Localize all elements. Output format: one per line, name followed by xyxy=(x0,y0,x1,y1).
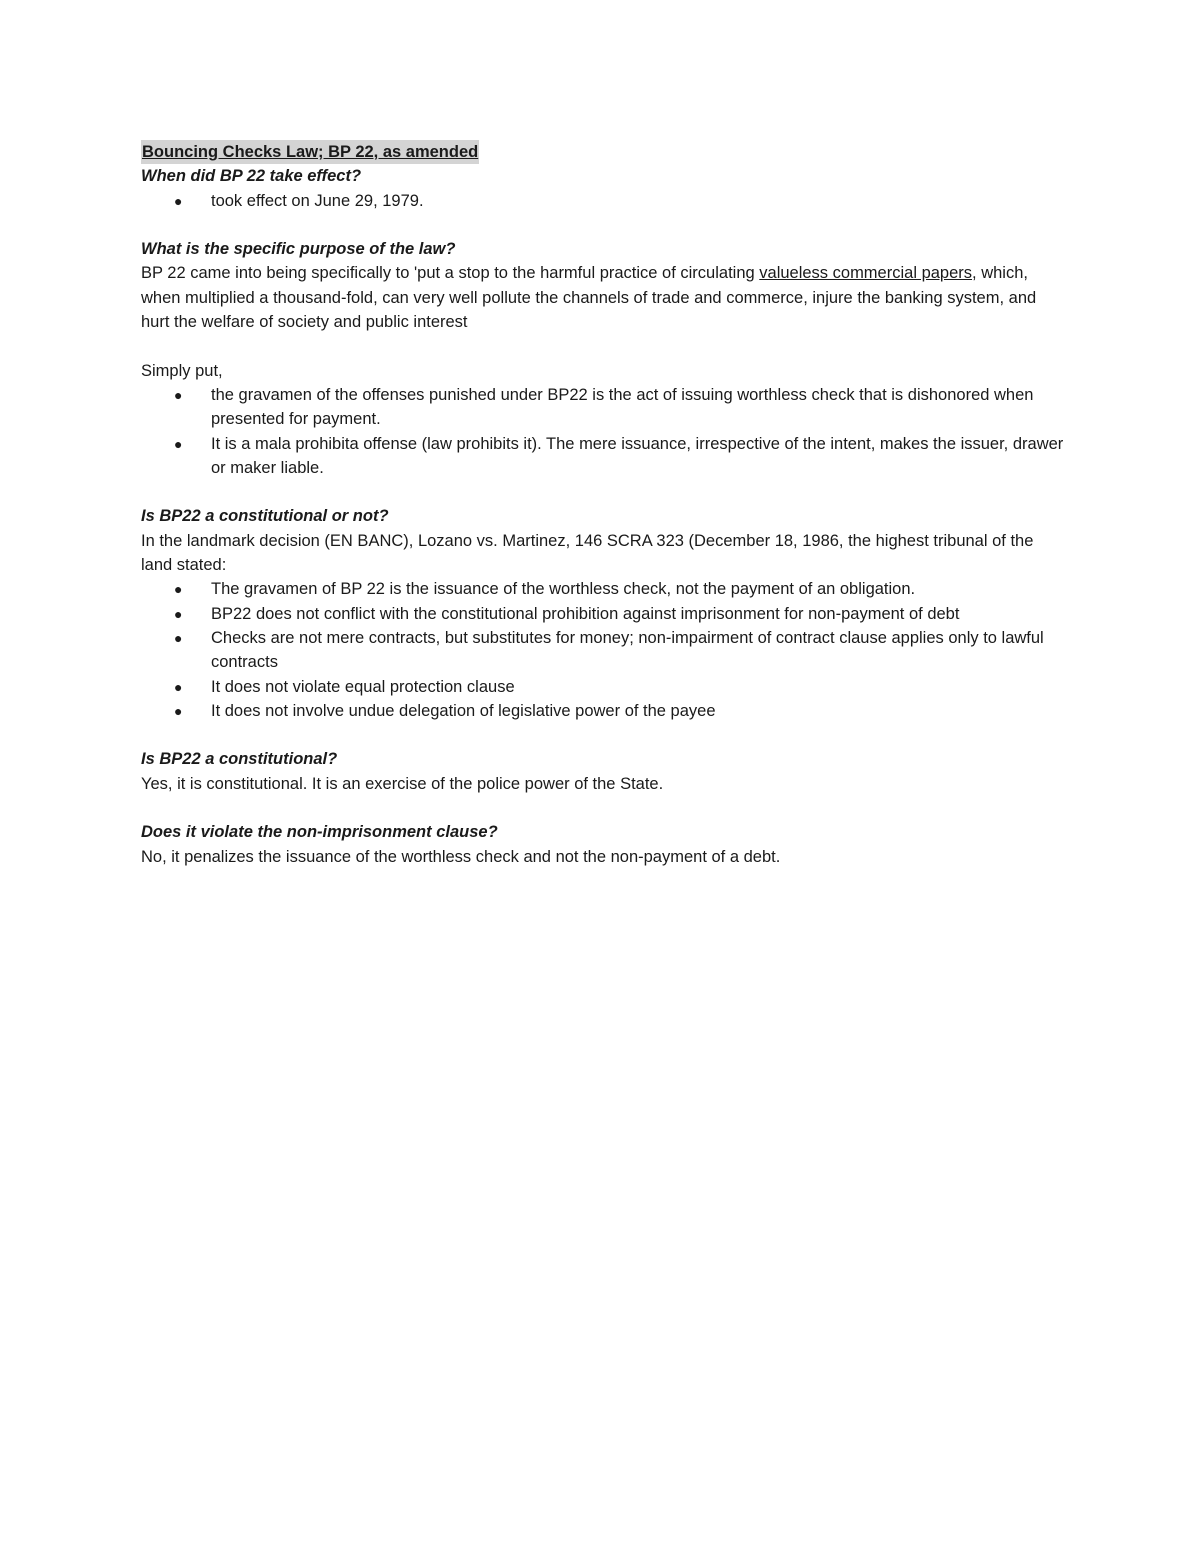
list-item-text: the gravamen of the offenses punished under BP22 is the act of issuing worthless check that is dishonored when presented for payment. xyxy=(211,385,1034,429)
non-imprisonment-answer: No, it penalizes the issuance of the worthless check and not the non-payment of a debt. xyxy=(141,847,781,866)
bullet-icon: ● xyxy=(174,386,183,403)
list-item xyxy=(141,577,1066,601)
list-item xyxy=(141,626,1066,675)
simply-put-intro: Simply put, xyxy=(141,361,223,380)
document-title: Bouncing Checks Law; BP 22, as amended xyxy=(141,140,479,164)
list-item xyxy=(141,699,1066,723)
purpose-paragraph xyxy=(141,261,1066,334)
document-page xyxy=(141,140,1066,869)
list-item xyxy=(141,432,1066,481)
constitutional-answer: Yes, it is constitutional. It is an exercise of the police power of the State. xyxy=(141,774,664,793)
list-item-text: Checks are not mere contracts, but substitutes for money; non-impairment of contract clause applies only to lawful contracts xyxy=(211,628,1044,672)
list-item-text: It is a mala prohibita offense (law prohibits it). The mere issuance, irrespective of the intent, makes the issuer, drawer or maker liable. xyxy=(211,434,1064,477)
spacer xyxy=(141,796,1066,820)
bullet-icon: ● xyxy=(174,702,183,719)
list-item xyxy=(141,675,1066,699)
bullet-icon: ● xyxy=(174,435,183,452)
question-constitutional-or-not: Is BP22 a constitutional or not? xyxy=(141,507,389,526)
valueless-papers-underlined: valueless commercial papers xyxy=(759,264,973,283)
spacer xyxy=(141,334,1066,358)
list-item xyxy=(141,189,1066,213)
purpose-text-end: , which, when multiplied a thousand-fold, can very well pollute the channels of trade and commerce, injure the banking system, and hurt the welfare of society and public interest xyxy=(141,264,1037,332)
spacer xyxy=(141,723,1066,747)
question-when-effective: When did BP 22 take effect? xyxy=(141,167,362,186)
bullet-icon: ● xyxy=(174,629,183,646)
question-purpose: What is the specific purpose of the law? xyxy=(141,240,456,259)
list-item-text: The gravamen of BP 22 is the issuance of the worthless check, not the payment of an obligation. xyxy=(211,580,916,599)
list-item-text: It does not involve undue delegation of legislative power of the payee xyxy=(211,701,716,720)
spacer xyxy=(141,480,1066,504)
list-item-text: BP22 does not conflict with the constitutional prohibition against imprisonment for non-payment of debt xyxy=(211,604,960,623)
purpose-text-start: BP 22 came into being specifically to 'put a stop to the harmful practice of circulating xyxy=(141,264,760,283)
spacer xyxy=(141,213,1066,237)
bullet-icon: ● xyxy=(174,678,183,695)
landmark-decision-paragraph: In the landmark decision (EN BANC), Lozano vs. Martinez, 146 SCRA 323 (December 18, 1986, the highest tribunal of the land stated: xyxy=(141,531,1034,575)
effective-date-list xyxy=(141,189,1066,213)
bullet-icon: ● xyxy=(174,605,183,622)
list-item-text: took effect on June 29, 1979. xyxy=(211,191,424,210)
landmark-decision-list xyxy=(141,577,1066,723)
list-item xyxy=(141,383,1066,432)
list-item xyxy=(141,602,1066,626)
bullet-icon: ● xyxy=(174,192,183,209)
question-non-imprisonment: Does it violate the non-imprisonment clause? xyxy=(141,823,498,842)
list-item-text: It does not violate equal protection clause xyxy=(211,677,515,696)
question-is-constitutional: Is BP22 a constitutional? xyxy=(141,750,338,769)
simply-put-list xyxy=(141,383,1066,480)
bullet-icon: ● xyxy=(174,581,183,598)
